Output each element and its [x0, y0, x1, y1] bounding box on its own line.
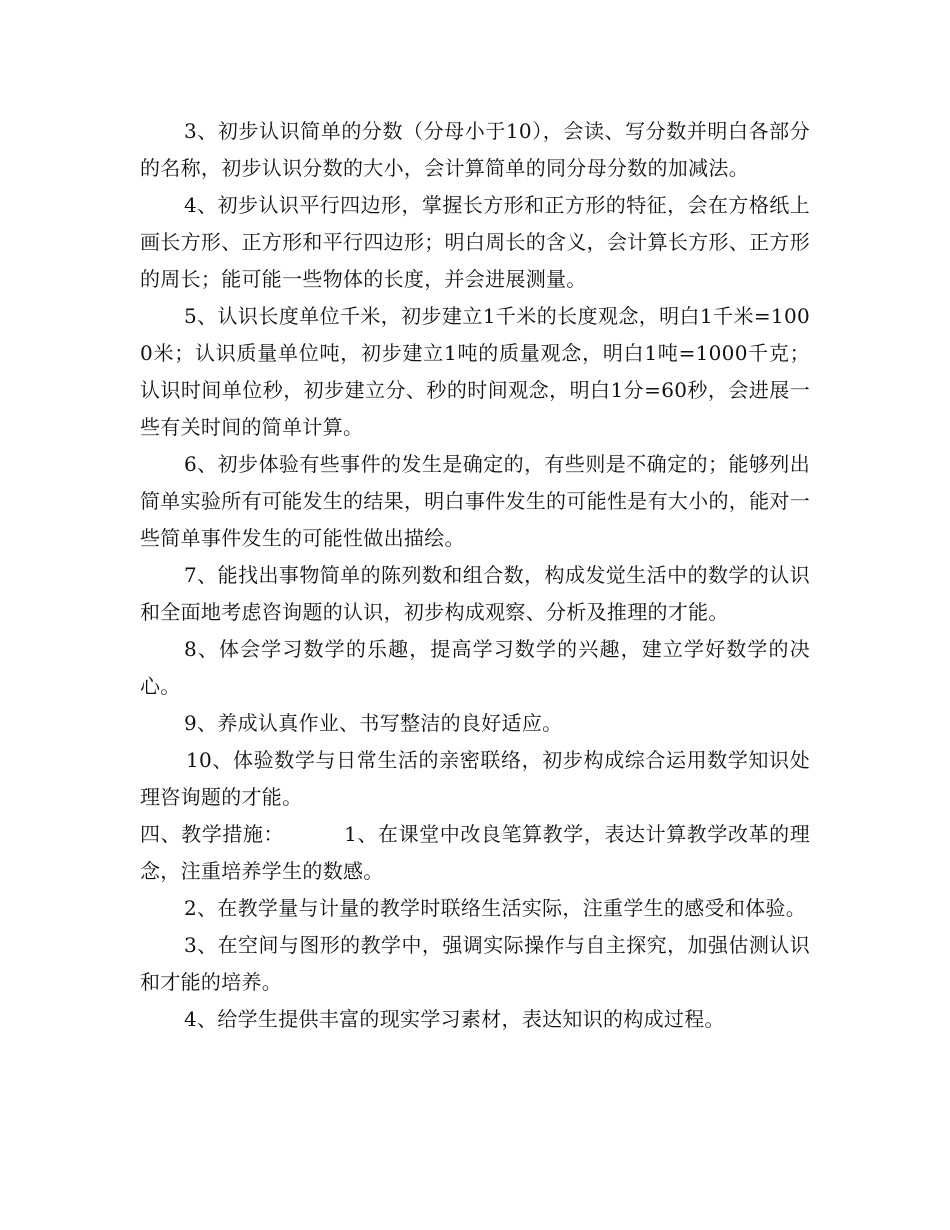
section-four-paragraph: [140, 816, 810, 890]
paragraph-item-6: 6、初步体验有些事件的发生是确定的，有些则是不确定的；能够列出简单实验所有可能发生的结果，明白事件发生的可能性是有大小的，能对一些简单事件发生的可能性做出描绘。: [140, 452, 810, 550]
paragraph-item-7: 7、能找出事物简单的陈列数和组合数，构成发觉生活中的数学的认识和全面地考虑咨询题的认识，初步构成观察、分析及推理的才能。: [140, 563, 810, 624]
paragraph-item-9: 9、养成认真作业、书写整洁的良好适应。: [184, 711, 563, 735]
paragraph-item-8: 8、体会学习数学的乐趣，提高学习数学的兴趣，建立学好数学的决心。: [140, 637, 810, 698]
paragraph-item-10: 10、体验数学与日常生活的亲密联络，初步构成综合运用数学知识处理咨询题的才能。: [140, 748, 810, 809]
document-body: [140, 113, 810, 1038]
section-item-3: 3、在空间与图形的教学中，强调实际操作与自主探究，加强估测认识和才能的培养。: [140, 933, 810, 994]
section-item-4: 4、给学生提供丰富的现实学习素材，表达知识的构成过程。: [184, 1007, 725, 1031]
paragraph-item-5: 5、认识长度单位千米，初步建立1千米的长度观念，明白1千米=1000米；认识质量单位吨，初步建立1吨的质量观念，明白1吨=1000千克；认识时间单位秒，初步建立分、秒的时间观念，明白1分=60秒，会进展一些有关时间的简单计算。: [140, 304, 810, 439]
paragraph-item-3: 3、初步认识简单的分数（分母小于10），会读、写分数并明白各部分的名称，初步认识分数的大小，会计算简单的同分母分数的加减法。: [140, 119, 810, 180]
paragraph-item-4: 4、初步认识平行四边形，掌握长方形和正方形的特征，会在方格纸上画长方形、正方形和平行四边形；明白周长的含义，会计算长方形、正方形的周长；能可能一些物体的长度，并会进展测量。: [140, 193, 810, 291]
section-item-1: 1、在课堂中改良笔算教学，表达计算教学改革的理念，注重培养学生的数感。: [140, 822, 811, 883]
section-heading: 四、教学措施：: [140, 822, 285, 846]
section-item-2: 2、在教学量与计量的教学时联络生活实际，注重学生的感受和体验。: [184, 896, 807, 920]
